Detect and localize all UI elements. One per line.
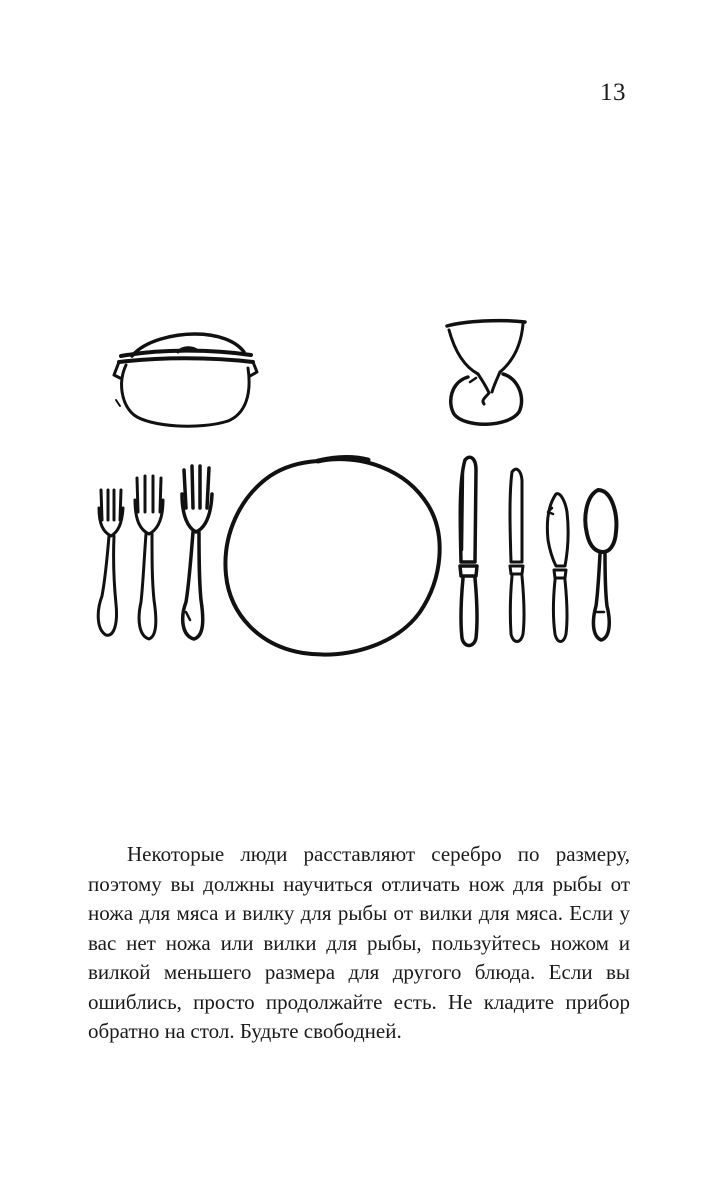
wine-glass-drawing (447, 321, 525, 425)
page-number: 13 (600, 79, 626, 106)
dinner-knife-drawing (460, 457, 477, 645)
fish-fork-drawing (135, 476, 163, 639)
sugar-bowl-drawing (114, 334, 257, 426)
plate-drawing (225, 457, 439, 654)
steak-knife-drawing (510, 469, 524, 641)
body-paragraph: Некоторые люди расставляют серебро по размеру, поэтому вы должны научиться отличать нож для рыбы от ножа для мяса и вилку для рыбы от вилки для мяса. Если у вас нет ножа или вилки для рыбы, пользуйтесь ножом и вилкой меньшего размера для другого блюда. Если вы ошиблись, просто продолжайте есть. Не кладите прибор обратно на стол. Будьте свободней. (88, 842, 630, 1043)
dinner-fork-drawing (182, 466, 212, 639)
table-setting-illustration (85, 310, 630, 670)
fish-knife-drawing (547, 494, 568, 642)
salad-fork-drawing (98, 490, 123, 635)
soup-spoon-drawing (585, 490, 616, 640)
